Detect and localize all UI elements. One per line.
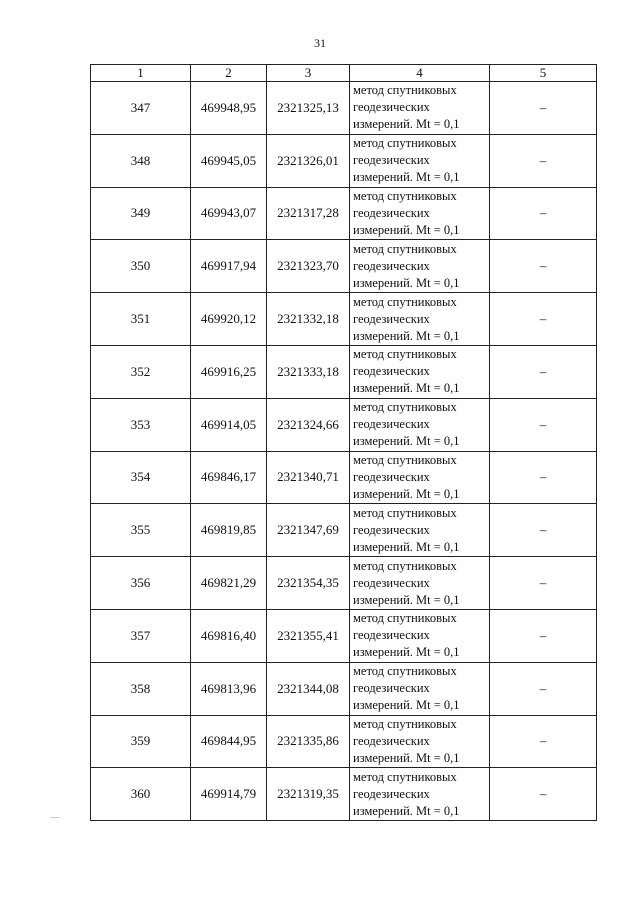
- method-line: геодезических: [353, 311, 430, 326]
- measurement-method: [350, 609, 490, 662]
- coordinate-y: 2321317,28: [267, 187, 350, 240]
- table-row: [91, 293, 597, 346]
- measurement-method: [350, 662, 490, 715]
- note-cell: –: [490, 715, 597, 768]
- method-line: метод спутниковых: [353, 664, 457, 679]
- coordinate-x: 469819,85: [191, 504, 267, 557]
- table-row: [91, 768, 597, 821]
- method-line: метод спутниковых: [353, 188, 457, 203]
- measurement-method: [350, 345, 490, 398]
- coordinate-y: 2321325,13: [267, 82, 350, 135]
- table-header-row: [91, 65, 597, 82]
- column-header-5: 5: [490, 65, 597, 82]
- method-line: измерений. Mt = 0,1: [353, 539, 460, 554]
- table-row: [91, 504, 597, 557]
- note-cell: –: [490, 187, 597, 240]
- table-row: [91, 451, 597, 504]
- method-line: измерений. Mt = 0,1: [353, 328, 460, 343]
- method-line: геодезических: [353, 469, 430, 484]
- method-line: метод спутниковых: [353, 611, 457, 626]
- column-header-2: 2: [191, 65, 267, 82]
- method-line: метод спутниковых: [353, 400, 457, 415]
- coordinate-x: 469943,07: [191, 187, 267, 240]
- coordinate-x: 469920,12: [191, 293, 267, 346]
- method-line: измерений. Mt = 0,1: [353, 645, 460, 660]
- table-row: [91, 609, 597, 662]
- coordinate-y: 2321354,35: [267, 557, 350, 610]
- point-number: 350: [91, 240, 191, 293]
- coordinate-x: 469813,96: [191, 662, 267, 715]
- point-number: 357: [91, 609, 191, 662]
- method-line: измерений. Mt = 0,1: [353, 698, 460, 713]
- coordinate-y: 2321333,18: [267, 345, 350, 398]
- method-line: геодезических: [353, 153, 430, 168]
- table-row: [91, 82, 597, 135]
- point-number: 352: [91, 345, 191, 398]
- method-line: метод спутниковых: [353, 558, 457, 573]
- measurement-method: [350, 398, 490, 451]
- point-number: 353: [91, 398, 191, 451]
- table-row: [91, 240, 597, 293]
- method-line: измерений. Mt = 0,1: [353, 434, 460, 449]
- method-line: измерений. Mt = 0,1: [353, 222, 460, 237]
- coordinate-x: 469821,29: [191, 557, 267, 610]
- method-line: геодезических: [353, 205, 430, 220]
- coordinate-x: 469917,94: [191, 240, 267, 293]
- note-cell: –: [490, 504, 597, 557]
- method-line: измерений. Mt = 0,1: [353, 592, 460, 607]
- note-cell: –: [490, 293, 597, 346]
- method-line: метод спутниковых: [353, 136, 457, 151]
- note-cell: –: [490, 240, 597, 293]
- coordinate-y: 2321335,86: [267, 715, 350, 768]
- method-line: геодезических: [353, 258, 430, 273]
- method-line: геодезических: [353, 575, 430, 590]
- point-number: 351: [91, 293, 191, 346]
- measurement-method: [350, 134, 490, 187]
- coordinate-x: 469914,79: [191, 768, 267, 821]
- column-header-4: 4: [350, 65, 490, 82]
- point-number: 359: [91, 715, 191, 768]
- method-line: геодезических: [353, 364, 430, 379]
- note-cell: –: [490, 662, 597, 715]
- table-row: [91, 134, 597, 187]
- table-row: [91, 345, 597, 398]
- method-line: геодезических: [353, 100, 430, 115]
- note-cell: –: [490, 398, 597, 451]
- coordinate-x: 469916,25: [191, 345, 267, 398]
- measurement-method: [350, 715, 490, 768]
- measurement-method: [350, 504, 490, 557]
- point-number: 347: [91, 82, 191, 135]
- method-line: геодезических: [353, 786, 430, 801]
- method-line: измерений. Mt = 0,1: [353, 170, 460, 185]
- method-line: измерений. Mt = 0,1: [353, 803, 460, 818]
- note-cell: –: [490, 768, 597, 821]
- table-row: [91, 398, 597, 451]
- measurement-method: [350, 557, 490, 610]
- method-line: метод спутниковых: [353, 769, 457, 784]
- method-line: измерений. Mt = 0,1: [353, 117, 460, 132]
- note-cell: –: [490, 82, 597, 135]
- coordinates-table: [90, 64, 597, 821]
- note-cell: –: [490, 345, 597, 398]
- method-line: измерений. Mt = 0,1: [353, 486, 460, 501]
- page-number: 31: [314, 36, 326, 50]
- method-line: измерений. Mt = 0,1: [353, 275, 460, 290]
- method-line: метод спутниковых: [353, 294, 457, 309]
- note-cell: –: [490, 609, 597, 662]
- table-row: [91, 557, 597, 610]
- coordinate-y: 2321319,35: [267, 768, 350, 821]
- coordinate-y: 2321347,69: [267, 504, 350, 557]
- point-number: 355: [91, 504, 191, 557]
- point-number: 356: [91, 557, 191, 610]
- measurement-method: [350, 768, 490, 821]
- coordinate-y: 2321332,18: [267, 293, 350, 346]
- note-cell: –: [490, 451, 597, 504]
- method-line: метод спутниковых: [353, 241, 457, 256]
- scan-mark: [50, 817, 60, 818]
- table-row: [91, 715, 597, 768]
- point-number: 349: [91, 187, 191, 240]
- measurement-method: [350, 82, 490, 135]
- method-line: геодезических: [353, 628, 430, 643]
- table-row: [91, 187, 597, 240]
- point-number: 360: [91, 768, 191, 821]
- method-line: метод спутниковых: [353, 83, 457, 98]
- note-cell: –: [490, 134, 597, 187]
- note-cell: –: [490, 557, 597, 610]
- coordinate-x: 469844,95: [191, 715, 267, 768]
- point-number: 354: [91, 451, 191, 504]
- measurement-method: [350, 451, 490, 504]
- measurement-method: [350, 293, 490, 346]
- method-line: метод спутниковых: [353, 505, 457, 520]
- coordinate-x: 469846,17: [191, 451, 267, 504]
- method-line: измерений. Mt = 0,1: [353, 381, 460, 396]
- column-header-3: 3: [267, 65, 350, 82]
- coordinate-x: 469816,40: [191, 609, 267, 662]
- method-line: геодезических: [353, 417, 430, 432]
- coordinate-y: 2321323,70: [267, 240, 350, 293]
- point-number: 348: [91, 134, 191, 187]
- method-line: геодезических: [353, 733, 430, 748]
- measurement-method: [350, 187, 490, 240]
- method-line: измерений. Mt = 0,1: [353, 750, 460, 765]
- point-number: 358: [91, 662, 191, 715]
- column-header-1: 1: [91, 65, 191, 82]
- method-line: геодезических: [353, 681, 430, 696]
- coordinate-x: 469945,05: [191, 134, 267, 187]
- method-line: метод спутниковых: [353, 347, 457, 362]
- coordinate-y: 2321326,01: [267, 134, 350, 187]
- coordinate-x: 469948,95: [191, 82, 267, 135]
- coordinate-x: 469914,05: [191, 398, 267, 451]
- table-row: [91, 662, 597, 715]
- table-body: [91, 82, 597, 821]
- coordinate-y: 2321340,71: [267, 451, 350, 504]
- coordinate-y: 2321344,08: [267, 662, 350, 715]
- method-line: метод спутниковых: [353, 716, 457, 731]
- method-line: геодезических: [353, 522, 430, 537]
- measurement-method: [350, 240, 490, 293]
- method-line: метод спутниковых: [353, 452, 457, 467]
- coordinate-y: 2321324,66: [267, 398, 350, 451]
- coordinate-y: 2321355,41: [267, 609, 350, 662]
